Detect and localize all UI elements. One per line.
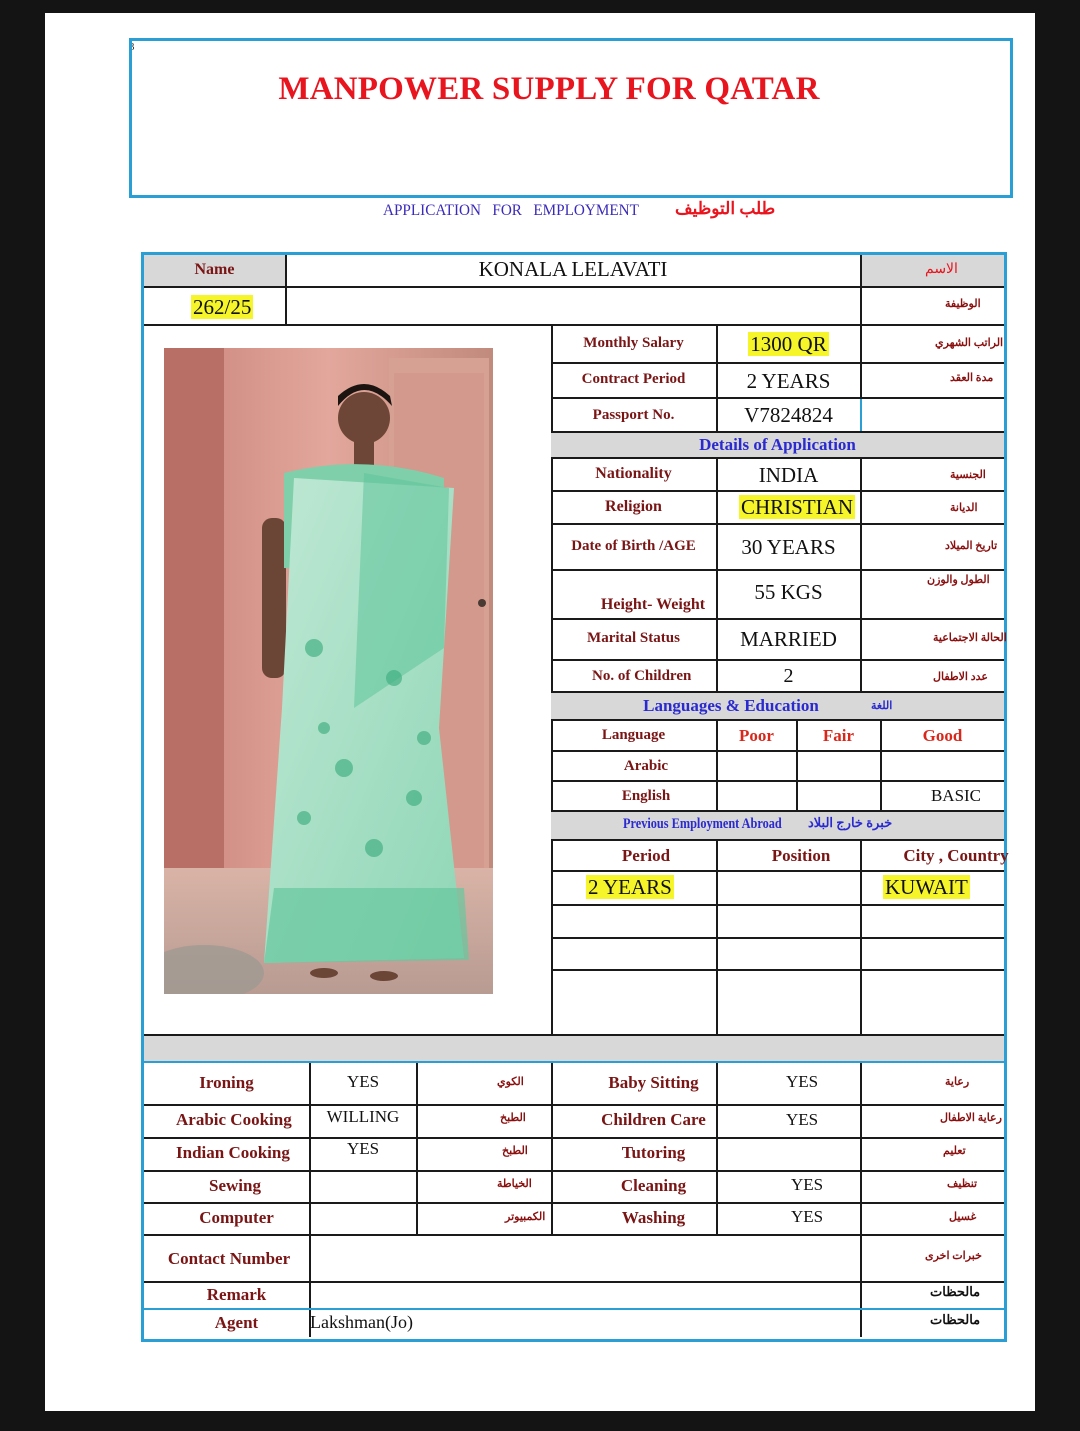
religion-arabic: الديانة — [950, 502, 978, 514]
passport-value: V7824824 — [744, 403, 833, 427]
languages-heading-arabic: اللغة — [871, 700, 893, 712]
skill-baby-sitting-value: YES — [785, 1072, 819, 1091]
marital-status-label: Marital Status — [587, 630, 680, 646]
employment-col-city: City , Country — [903, 846, 1009, 865]
nationality-arabic: الجنسية — [950, 469, 986, 481]
subtitle: APPLICATION FOR EMPLOYMENT — [383, 202, 639, 219]
divider — [144, 1281, 1004, 1283]
employment-city-value: KUWAIT — [885, 875, 968, 899]
lang-english-label: English — [621, 788, 671, 804]
divider — [144, 286, 1004, 288]
divider — [551, 969, 1004, 971]
divider — [860, 457, 862, 693]
details-heading: Details of Application — [699, 435, 856, 454]
remark-arabic: مالحظات — [930, 1284, 981, 1299]
divider — [716, 457, 718, 693]
divider — [144, 1137, 1004, 1139]
nationality-label: Nationality — [595, 465, 672, 482]
skill-arabic-cooking-arabic: الطبخ — [500, 1112, 526, 1124]
remark-label: Remark — [206, 1285, 267, 1304]
skill-sewing-arabic: الخياطة — [497, 1178, 532, 1190]
religion-value: CHRISTIAN — [741, 495, 854, 519]
skill-arabic-cooking-value: WILLING — [326, 1107, 400, 1126]
title-box — [129, 38, 1013, 198]
skill-arabic-cooking-label: Arabic Cooking — [176, 1110, 292, 1129]
children-arabic: عدد الاطفال — [933, 671, 988, 683]
dob-age-label: Date of Birth /AGE — [571, 538, 696, 554]
lang-col-fair: Fair — [822, 726, 855, 745]
divider — [551, 870, 1004, 872]
skill-tutoring-label: Tutoring — [621, 1143, 686, 1162]
divider — [860, 255, 862, 325]
contract-period-value: 2 YEARS — [746, 369, 831, 393]
divider — [860, 399, 862, 432]
application-sheet — [45, 13, 1035, 1411]
ref-label-arabic: الوظيفة — [945, 298, 981, 310]
lang-col-poor: Poor — [739, 726, 774, 745]
marital-status-arabic: الحالة الاجتماعية — [933, 632, 1007, 644]
divider — [551, 904, 1004, 906]
employment-period-value: 2 YEARS — [588, 875, 672, 899]
marital-status-value: MARRIED — [740, 627, 837, 651]
skill-washing-arabic: غسيل — [949, 1211, 977, 1223]
monthly-salary-arabic: الراتب الشهري — [935, 337, 1004, 349]
nationality-value: INDIA — [758, 463, 819, 487]
skill-sewing-label: Sewing — [209, 1176, 261, 1195]
skill-children-care-label: Children Care — [601, 1110, 706, 1129]
children-label: No. of Children — [592, 668, 692, 684]
dob-age-arabic: تاريخ الميلاد — [945, 540, 998, 552]
applicant-photo-image — [164, 348, 493, 994]
divider — [551, 397, 1004, 399]
divider — [144, 1170, 1004, 1172]
agent-value: Lakshman(Jo) — [310, 1312, 413, 1332]
religion-label: Religion — [605, 498, 662, 515]
skill-indian-cooking-value: YES — [346, 1139, 380, 1158]
contract-period-arabic: مدة العقد — [950, 372, 994, 384]
height-weight-arabic: الطول والوزن — [927, 574, 990, 586]
name-label-arabic: الاسم — [925, 262, 958, 277]
skill-ironing-label: Ironing — [199, 1073, 254, 1092]
skill-indian-cooking-arabic: الطبخ — [502, 1145, 528, 1157]
skill-computer-label: Computer — [199, 1208, 274, 1227]
children-value: 2 — [783, 665, 794, 687]
skill-cleaning-value: YES — [790, 1175, 824, 1194]
skill-indian-cooking-label: Indian Cooking — [176, 1143, 290, 1162]
skill-cleaning-label: Cleaning — [620, 1176, 687, 1195]
name-value: KONALA LELAVATI — [478, 257, 668, 281]
lang-english-good: BASIC — [930, 786, 982, 805]
divider — [551, 523, 1004, 525]
skill-cleaning-arabic: تنظيف — [947, 1178, 978, 1190]
divider — [144, 1234, 1004, 1236]
monthly-salary-label: Monthly Salary — [583, 335, 684, 351]
divider — [551, 659, 1004, 661]
employment-col-position: Position — [771, 846, 831, 865]
divider — [551, 618, 1004, 620]
skill-washing-label: Washing — [621, 1208, 686, 1227]
divider — [144, 1061, 1004, 1063]
passport-label: Passport No. — [592, 407, 675, 423]
contract-period-label: Contract Period — [581, 371, 686, 387]
separator-band — [144, 1036, 1004, 1061]
divider — [416, 1063, 418, 1235]
contact-number-arabic: خبرات اخرى — [925, 1250, 982, 1262]
skill-ironing-arabic: الكوي — [497, 1076, 524, 1088]
employment-col-period: Period — [621, 846, 671, 865]
reference-number: 262/25 — [193, 295, 252, 319]
name-label: Name — [194, 261, 235, 278]
divider — [551, 490, 1004, 492]
lang-arabic-label: Arabic — [623, 758, 669, 774]
employment-heading-arabic: خبرة خارج البلاد — [808, 815, 893, 830]
skill-baby-sitting-label: Baby Sitting — [608, 1073, 699, 1092]
height-weight-value: 55 KGS — [754, 580, 823, 604]
divider — [144, 1104, 1004, 1106]
skill-computer-arabic: الكمبيوتر — [505, 1211, 546, 1223]
divider — [860, 324, 862, 404]
agent-label: Agent — [214, 1313, 259, 1332]
monthly-salary-value: 1300 QR — [750, 332, 827, 356]
height-weight-label: Height- Weight — [600, 596, 706, 613]
divider — [551, 780, 1004, 782]
employment-heading: Previous Employment Abroad — [623, 816, 782, 832]
subtitle-arabic: طلب التوظيف — [675, 199, 776, 218]
lang-col-good: Good — [922, 726, 963, 745]
lang-col-language: Language — [601, 727, 666, 743]
skill-children-care-arabic: رعاية الاطفال — [940, 1112, 1002, 1124]
divider — [551, 937, 1004, 939]
skill-children-care-value: YES — [785, 1110, 819, 1129]
agent-arabic: مالحظات — [930, 1312, 981, 1327]
skill-washing-value: YES — [790, 1207, 824, 1226]
applicant-photo — [164, 348, 493, 994]
divider — [551, 750, 1004, 752]
divider — [551, 839, 1004, 841]
skill-tutoring-arabic: تعليم — [943, 1145, 966, 1157]
page-number: 3 — [129, 41, 135, 53]
divider — [551, 569, 1004, 571]
divider — [551, 719, 1004, 721]
divider — [551, 362, 1004, 364]
divider — [144, 324, 1004, 326]
divider — [551, 457, 1004, 459]
skill-baby-sitting-arabic: رعاية — [945, 1076, 970, 1088]
languages-heading: Languages & Education — [643, 696, 819, 715]
divider — [144, 1202, 1004, 1204]
contact-number-label: Contact Number — [167, 1249, 291, 1268]
divider — [144, 1308, 1004, 1310]
dob-age-value: 30 YEARS — [741, 535, 836, 559]
skill-ironing-value: YES — [346, 1072, 380, 1091]
page-title: MANPOWER SUPPLY FOR QATAR — [278, 71, 820, 107]
